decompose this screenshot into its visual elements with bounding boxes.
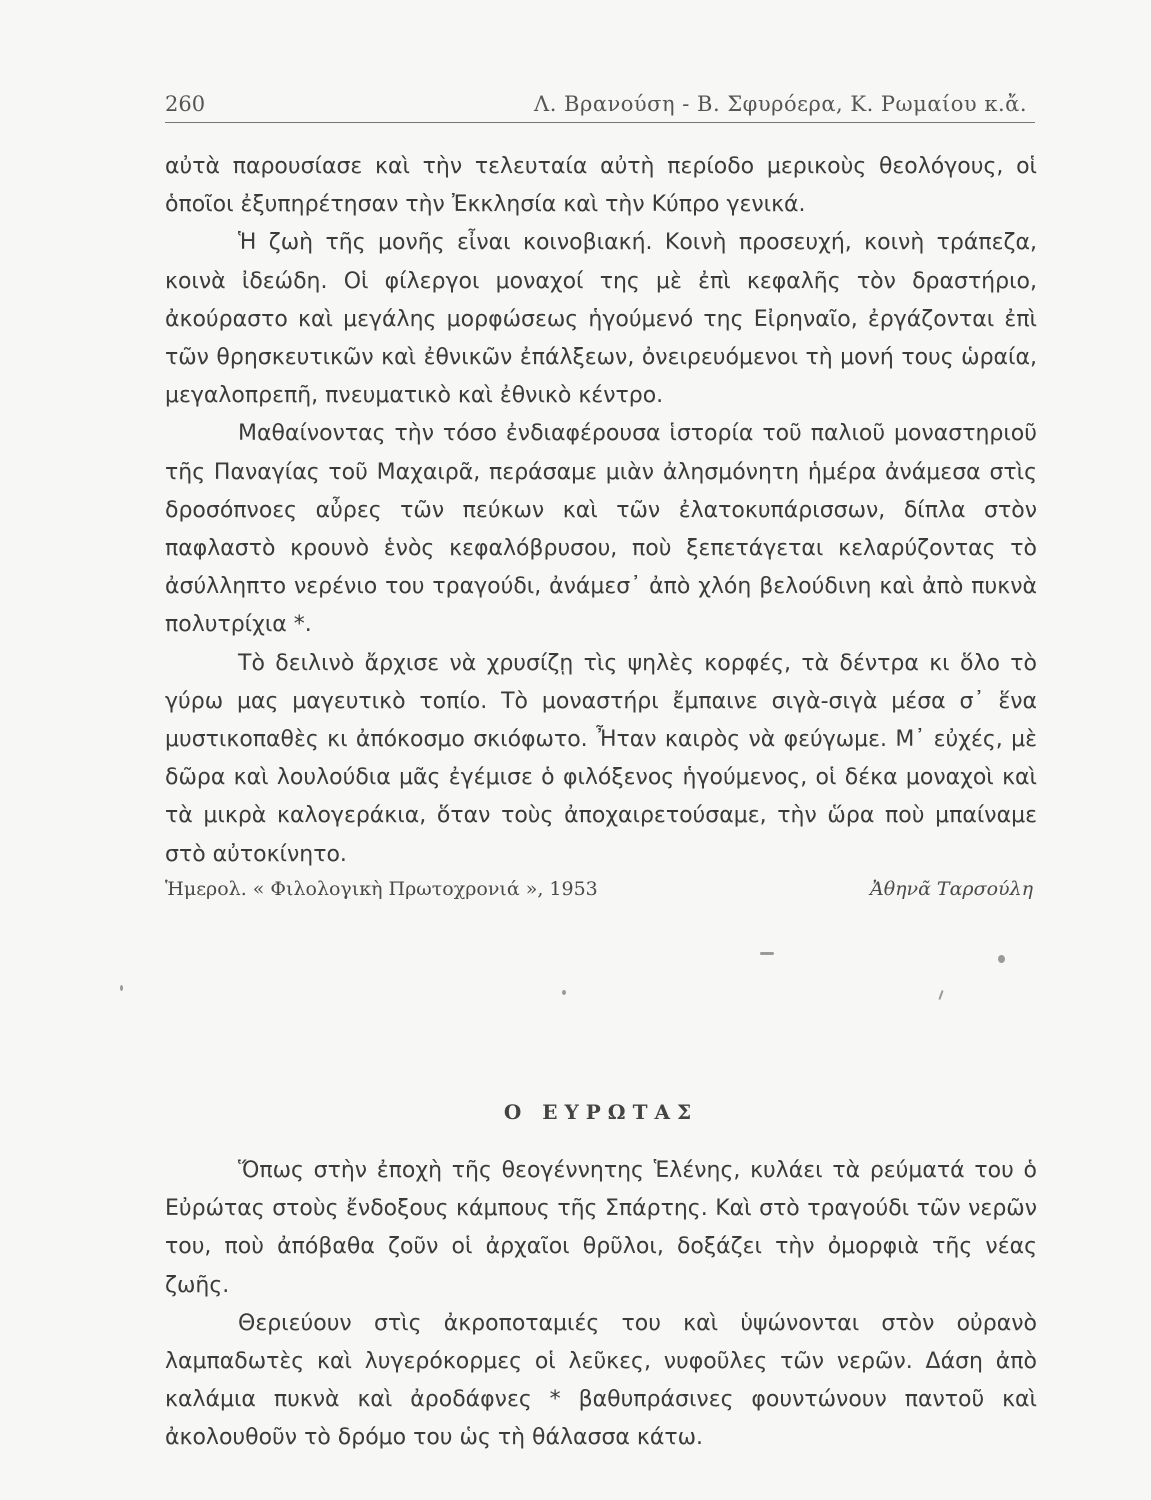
running-header [165, 92, 1035, 123]
page-number: 260 [165, 92, 206, 116]
paragraph: Τὸ δειλινὸ ἄρχισε νὰ χρυσίζῃ τὶς ψηλὲς κορφές, τὰ δέντρα κι ὅλο τὸ γύρω μας μαγευτικὸ τοπίο. Τὸ μοναστήρι ἔμπαινε σιγὰ-σιγὰ μέσα σ᾽ ἕνα μυστικοπαθὲς κι ἀπόκοσμο σκιόφωτο. Ἦταν καιρὸς νὰ φεύγωμε. Μ᾽ εὐχές, μὲ δῶρα καὶ λουλούδια μᾶς ἐγέμισε ὁ φιλόξενος ἡγούμενος, οἱ δέκα μοναχοὶ καὶ τὰ μικρὰ καλογεράκια, ὅταν τοὺς ἀποχαιρετούσαμε, τὴν ὥρα ποὺ μπαίναμε στὸ αὐτοκίνητο. [165, 650, 1037, 867]
scan-speck [760, 952, 774, 955]
section-title: Ο ΕΥΡΩΤΑΣ [503, 1100, 699, 1124]
paragraph: Ὅπως στὴν ἐποχὴ τῆς θεογέννητης Ἑλένης, κυλάει τὰ ρεύματά του ὁ Εὐρώτας στοὺς ἔνδοξους κάμπους τῆς Σπάρτης. Καὶ στὸ τραγούδι τῶν νερῶν του, ποὺ ἀπόβαθα ζοῦν οἱ ἀρχαῖοι θρῦλοι, δοξάζει τὴν ὀμορφιὰ τῆς νέας ζωῆς. [165, 1158, 1037, 1298]
paragraph: Μαθαίνοντας τὴν τόσο ἐνδιαφέρουσα ἱστορία τοῦ παλιοῦ μοναστηριοῦ τῆς Παναγίας τοῦ Μαχαιρᾶ, περάσαμε μιὰν ἀλησμόνητη ἡμέρα ἀνάμεσα στὶς δροσόπνοες αὖρες τῶν πεύκων καὶ τῶν ἐλατοκυπάρισσων, δίπλα στὸν παφλαστὸ κρουνὸ ἑνὸς κεφαλόβρυσου, ποὺ ξεπετάγεται κελαρύζοντας τὸ ἀσύλληπτο νερένιο του τραγούδι, ἀνάμεσ᾽ ἀπὸ χλόη βελούδινη καὶ ἀπὸ πυκνὰ πολυτρίχια *. [165, 421, 1037, 638]
paragraph: Ἡ ζωὴ τῆς μονῆς εἶναι κοινοβιακή. Κοινὴ προσευχή, κοινὴ τράπεζα, κοινὰ ἰδεώδη. Οἱ φίλεργοι μοναχοί της μὲ ἐπὶ κεφαλῆς τὸν δραστήριο, ἀκούραστο καὶ μεγάλης μορφώσεως ἡγούμενό της Εἰρηναῖο, ἐργάζονται ἐπὶ τῶν θρησκευτικῶν καὶ ἐθνικῶν ἐπάλξεων, ὀνειρευόμενοι τὴ μονή τους ὡραία, μεγαλοπρεπῆ, πνευματικὸ καὶ ἐθνικὸ κέντρο. [165, 230, 1037, 409]
article-body-machairas [165, 148, 1037, 874]
author-name: Ἀθηνᾶ Ταρσούλη [869, 878, 1033, 900]
scan-speck [120, 985, 123, 991]
paragraph: αὐτὰ παρουσίασε καὶ τὴν τελευταία αὐτὴ περίοδο μερικοὺς θεολόγους, οἱ ὁποῖοι ἐξυπηρέτησαν τὴν Ἐκκλησία καὶ τὴν Κύπρο γενικά. [165, 154, 1037, 218]
scan-speck [938, 990, 943, 1000]
scan-speck [562, 990, 566, 995]
article-body-eurotas [165, 1152, 1037, 1458]
source-citation: Ἡμερολ. « Φιλολογικὴ Πρωτοχρονιά », 1953 [165, 878, 598, 900]
paragraph: Θεριεύουν στὶς ἀκροποταμιές του καὶ ὑψώνονται στὸν οὐρανὸ λαμπαδωτὲς καὶ λυγερόκορμες οἱ λεῦκες, νυφοῦλες τῶν νερῶν. Δάση ἀπὸ καλάμια πυκνὰ καὶ ἀροδάφνες * βαθυπράσινες φουντώνουν παντοῦ καὶ ἀκολουθοῦν τὸ δρόμο του ὡς τὴ θάλασσα κάτω. [165, 1310, 1037, 1451]
header-authors: Λ. Βρανούση - Β. Σφυρόερα, Κ. Ρωμαίου κ.ἄ. [534, 92, 1027, 116]
scan-speck [998, 955, 1005, 963]
